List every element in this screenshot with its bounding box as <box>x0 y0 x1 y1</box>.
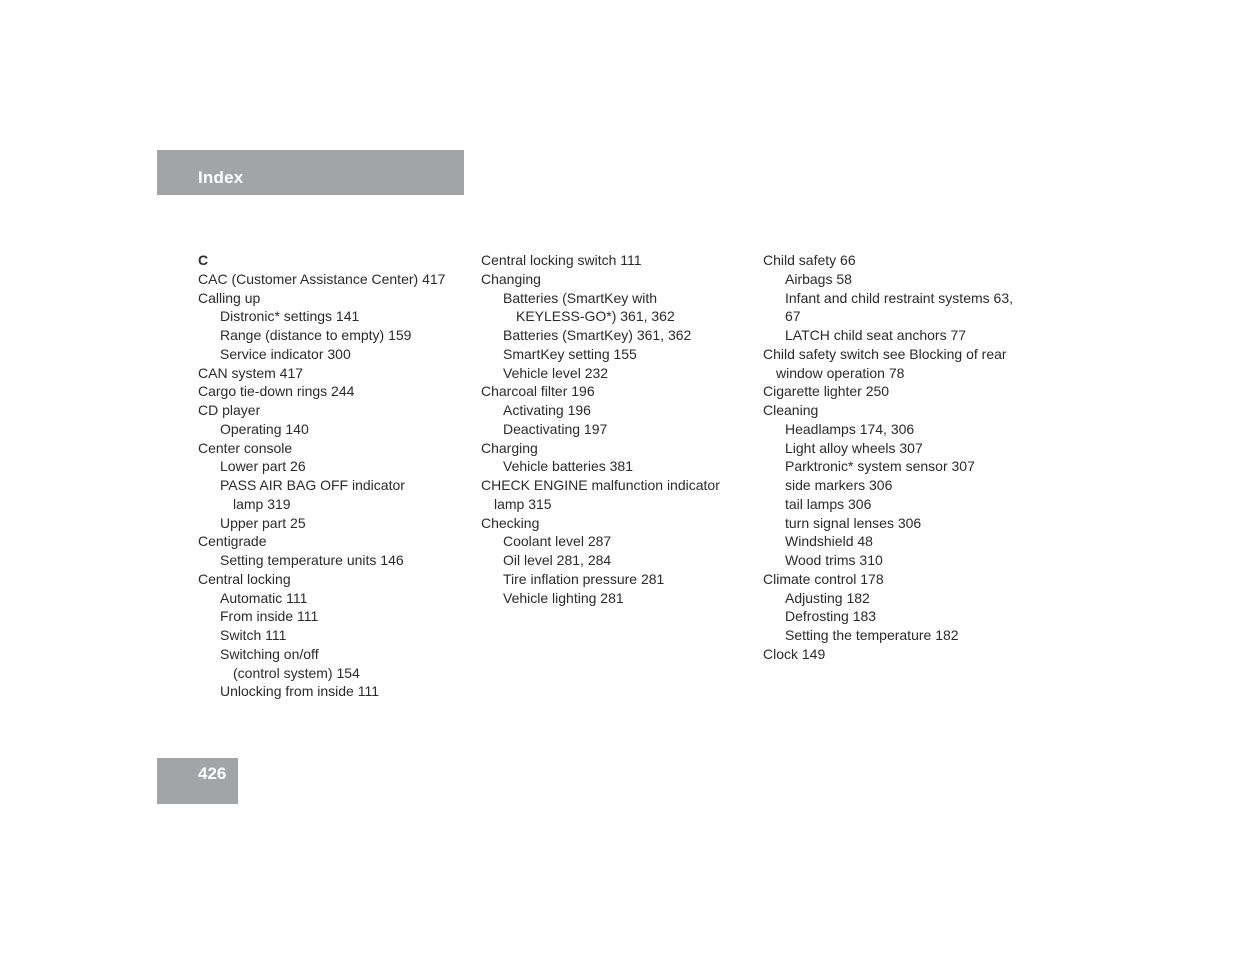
index-entry: Switching on/off <box>220 645 319 662</box>
index-entry: Unlocking from inside 111 <box>220 683 380 700</box>
index-entry: Upper part 25 <box>220 514 306 531</box>
index-entry: Cigarette lighter 250 <box>763 383 890 400</box>
index-entry: Vehicle batteries 381 <box>503 458 633 475</box>
index-entry: Climate control 178 <box>763 570 884 587</box>
index-entry: Operating 140 <box>220 420 309 437</box>
index-entry: Cargo tie-down rings 244 <box>198 383 355 400</box>
index-entry: Activating 196 <box>503 402 591 418</box>
index-entry: Central locking <box>198 570 291 587</box>
index-entry: Child safety switch see Blocking of rear <box>763 345 1007 362</box>
page-number: 426 <box>198 764 227 783</box>
index-entry: Setting the temperature 182 <box>785 627 959 643</box>
index-entry: lamp 319 <box>233 495 291 512</box>
index-entry: Wood trims 310 <box>785 552 883 568</box>
index-entry: Cleaning <box>763 402 819 418</box>
index-entry: Light alloy wheels 307 <box>785 439 923 456</box>
index-letter-heading: C <box>198 252 209 268</box>
index-entry: Tire inflation pressure 281 <box>503 570 665 587</box>
index-entry: (control system) 154 <box>233 664 360 681</box>
index-entry: Batteries (SmartKey) 361, 362 <box>503 327 692 343</box>
index-entry: Range (distance to empty) 159 <box>220 327 412 343</box>
index-entry: 67 <box>785 308 801 325</box>
index-entry: Defrosting 183 <box>785 608 877 625</box>
index-entry: CD player <box>198 402 261 418</box>
index-entry: Coolant level 287 <box>503 533 612 550</box>
index-entry: LATCH child seat anchors 77 <box>785 327 967 343</box>
section-header-bar <box>157 150 464 195</box>
index-entry: KEYLESS-GO*) 361, 362 <box>516 308 675 325</box>
index-entry: Center console <box>198 439 293 456</box>
index-entry: CAC (Customer Assistance Center) 417 <box>198 270 446 287</box>
index-entry: Lower part 26 <box>220 458 306 475</box>
index-entry: Centigrade <box>198 533 267 550</box>
index-entry: From inside 111 <box>220 608 319 625</box>
index-column-2 <box>481 251 751 607</box>
index-entry: Airbags 58 <box>785 270 852 287</box>
index-entry: Calling up <box>198 289 261 306</box>
index-entry: Vehicle level 232 <box>503 364 609 381</box>
index-entry: Vehicle lighting 281 <box>503 589 624 606</box>
index-entry: Switch 111 <box>220 627 287 643</box>
index-column-3 <box>763 251 1038 664</box>
index-entry: lamp 315 <box>494 495 552 512</box>
index-entry: Checking <box>481 514 540 531</box>
index-entry: Child safety 66 <box>763 252 856 268</box>
index-entry: Batteries (SmartKey with <box>503 289 658 306</box>
section-title: Index <box>198 168 244 187</box>
index-entry: Parktronic* system sensor 307 <box>785 458 975 475</box>
index-entry: side markers 306 <box>785 477 893 493</box>
index-entry: SmartKey setting 155 <box>503 345 637 362</box>
index-entry: Charging <box>481 439 538 456</box>
index-entry: PASS AIR BAG OFF indicator <box>220 477 405 493</box>
index-column-1 <box>198 251 473 701</box>
index-entry: CAN system 417 <box>198 364 304 381</box>
index-entry: Adjusting 182 <box>785 589 870 606</box>
index-entry: turn signal lenses 306 <box>785 514 922 531</box>
index-entry: Deactivating 197 <box>503 420 608 437</box>
index-entry: window operation 78 <box>776 364 905 381</box>
index-entry: Clock 149 <box>763 645 826 662</box>
index-entry: Infant and child restraint systems 63, <box>785 289 1013 306</box>
index-entry: Headlamps 174, 306 <box>785 420 915 437</box>
index-entry: Changing <box>481 270 541 287</box>
index-entry: Oil level 281, 284 <box>503 552 612 568</box>
index-entry: Automatic 111 <box>220 589 308 606</box>
index-entry: Central locking switch 111 <box>481 252 642 268</box>
index-entry: tail lamps 306 <box>785 495 872 512</box>
index-entry: Distronic* settings 141 <box>220 308 360 325</box>
page-number-tab <box>157 758 238 804</box>
index-entry: CHECK ENGINE malfunction indicator <box>481 477 720 493</box>
index-entry: Charcoal filter 196 <box>481 383 595 400</box>
index-entry: Windshield 48 <box>785 533 873 550</box>
index-entry: Setting temperature units 146 <box>220 552 404 568</box>
index-entry: Service indicator 300 <box>220 345 351 362</box>
